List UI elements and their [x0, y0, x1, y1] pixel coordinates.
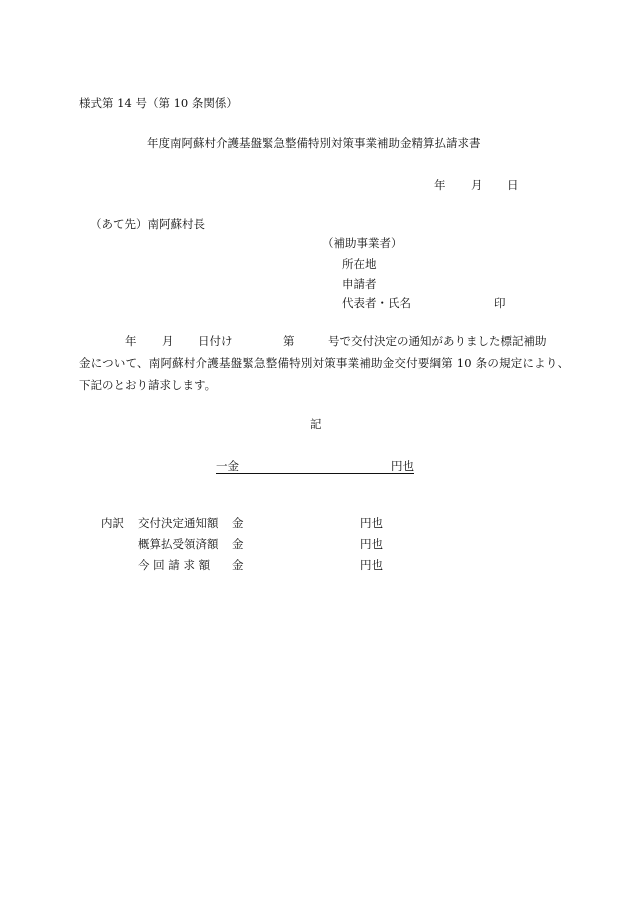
breakdown-label: 内訳: [101, 516, 124, 530]
total-prefix: 一金: [216, 459, 239, 473]
applicant-heading: （補助事業者）: [322, 236, 403, 250]
breakdown-item: 今 回 請 求 額: [138, 558, 211, 572]
date-day: 日: [507, 178, 519, 192]
body-month: 月: [162, 334, 174, 348]
body-day: 日付け: [198, 334, 233, 348]
breakdown-kin: 金: [232, 558, 244, 572]
body-line2: 金について、南阿蘇村介護基盤緊急整備特別対策事業補助金交付要綱第 10 条の規定により、: [79, 356, 570, 370]
document-title: 年度南阿蘇村介護基盤緊急整備特別対策事業補助金精算払請求書: [147, 136, 481, 150]
address-label: 所在地: [342, 257, 377, 271]
breakdown-item: 交付決定通知額: [138, 516, 219, 530]
date-month: 月: [471, 178, 483, 192]
breakdown-unit: 円也: [360, 558, 383, 572]
total-amount-line: [216, 459, 414, 474]
breakdown-unit: 円也: [360, 537, 383, 551]
breakdown-kin: 金: [232, 516, 244, 530]
breakdown-kin: 金: [232, 537, 244, 551]
body-line3: 下記のとおり請求します。: [79, 378, 217, 392]
applicant-label: 申請者: [342, 277, 377, 291]
ki-heading: 記: [310, 417, 322, 431]
seal-mark: 印: [494, 296, 506, 310]
body-year: 年: [125, 334, 137, 348]
breakdown-unit: 円也: [360, 516, 383, 530]
addressee: （あて先）南阿蘇村長: [90, 217, 205, 231]
representative-label: 代表者・氏名: [342, 296, 411, 310]
body-line1-rest: 号で交付決定の通知がありました標記補助: [328, 334, 547, 348]
date-year: 年: [434, 178, 446, 192]
breakdown-item: 概算払受領済額: [138, 537, 219, 551]
form-number: 様式第 14 号（第 10 条関係）: [79, 96, 238, 110]
total-suffix: 円也: [391, 459, 414, 473]
body-number: 第: [283, 334, 295, 348]
